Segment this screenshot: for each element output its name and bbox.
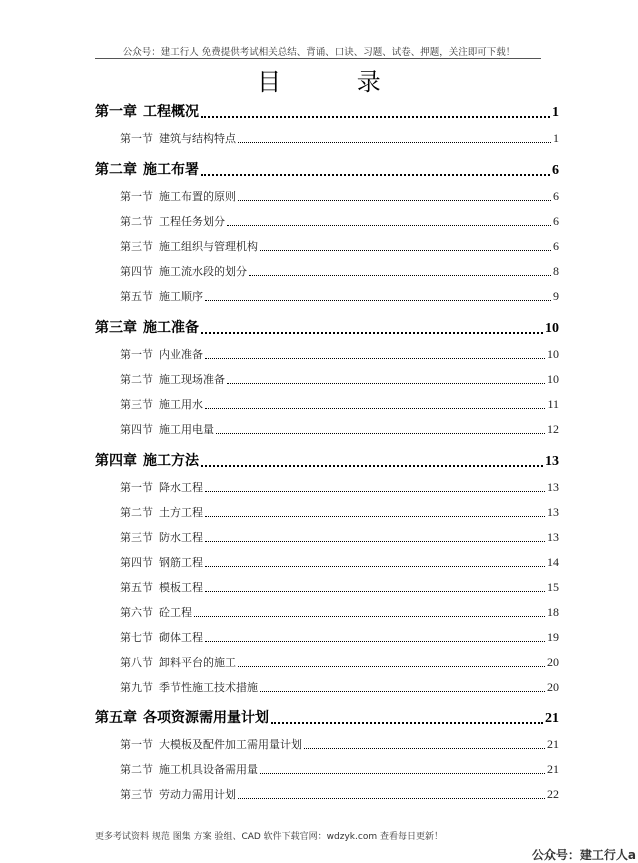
dot-leader bbox=[249, 274, 551, 276]
dot-leader bbox=[227, 382, 545, 384]
section-number: 第一节 bbox=[120, 481, 153, 494]
section-number: 第二节 bbox=[120, 373, 153, 386]
dot-leader bbox=[271, 721, 543, 724]
section-page-number: 6 bbox=[553, 189, 559, 203]
dot-leader bbox=[194, 615, 545, 617]
section-number: 第一节 bbox=[120, 738, 153, 751]
toc-section-row[interactable] bbox=[120, 238, 559, 254]
dot-leader bbox=[205, 407, 545, 409]
section-page-number: 9 bbox=[553, 289, 559, 303]
chapter-number: 第三章 bbox=[95, 320, 137, 336]
section-number: 第一节 bbox=[120, 190, 153, 203]
chapter-page-number: 6 bbox=[552, 163, 559, 178]
section-number: 第一节 bbox=[120, 132, 153, 145]
dot-leader bbox=[205, 357, 545, 359]
toc-section-row[interactable] bbox=[120, 421, 559, 437]
dot-leader bbox=[216, 432, 545, 434]
toc-section-row[interactable] bbox=[120, 554, 559, 570]
section-number: 第二节 bbox=[120, 763, 153, 776]
header-note: 公众号：建工行人 免费提供考试相关总结、背诵、口诀、习题、试卷、押题，关注即可下载！ bbox=[122, 47, 516, 58]
section-title: 季节性施工技术措施 bbox=[159, 681, 258, 694]
dot-leader bbox=[201, 464, 543, 467]
toc-chapter-row[interactable] bbox=[95, 707, 559, 727]
section-page-number: 19 bbox=[547, 630, 559, 644]
dot-leader bbox=[260, 690, 545, 692]
chapter-page-number: 21 bbox=[545, 711, 559, 726]
section-title: 工程任务划分 bbox=[159, 215, 225, 228]
section-number: 第一节 bbox=[120, 348, 153, 361]
dot-leader bbox=[205, 540, 545, 542]
dot-leader bbox=[201, 115, 550, 118]
section-title: 施工布置的原则 bbox=[159, 190, 236, 203]
toc-chapter-row[interactable] bbox=[95, 450, 559, 470]
toc-chapter-row[interactable] bbox=[95, 101, 559, 121]
section-page-number: 11 bbox=[547, 397, 559, 411]
section-title: 施工用水 bbox=[159, 398, 203, 411]
toc-section-row[interactable] bbox=[120, 188, 559, 204]
toc-section-row[interactable] bbox=[120, 604, 559, 620]
toc-section-row[interactable] bbox=[120, 371, 559, 387]
chapter-page-number: 10 bbox=[545, 321, 559, 336]
section-page-number: 15 bbox=[547, 580, 559, 594]
section-title: 模板工程 bbox=[159, 581, 203, 594]
toc-section-row[interactable] bbox=[120, 786, 559, 802]
section-title: 降水工程 bbox=[159, 481, 203, 494]
toc-section-row[interactable] bbox=[120, 346, 559, 362]
toc-section-row[interactable] bbox=[120, 529, 559, 545]
section-page-number: 10 bbox=[547, 372, 559, 386]
section-title: 钢筋工程 bbox=[159, 556, 203, 569]
toc-section-row[interactable] bbox=[120, 654, 559, 670]
section-title: 内业准备 bbox=[159, 348, 203, 361]
section-title: 卸料平台的施工 bbox=[159, 656, 236, 669]
section-title: 劳动力需用计划 bbox=[159, 788, 236, 801]
section-page-number: 13 bbox=[547, 480, 559, 494]
section-number: 第五节 bbox=[120, 290, 153, 303]
section-page-number: 20 bbox=[547, 680, 559, 694]
toc-section-row[interactable] bbox=[120, 579, 559, 595]
section-number: 第三节 bbox=[120, 531, 153, 544]
dot-leader bbox=[238, 199, 551, 201]
chapter-number: 第一章 bbox=[95, 104, 137, 120]
toc-section-row[interactable] bbox=[120, 679, 559, 695]
section-page-number: 14 bbox=[547, 555, 559, 569]
dot-leader bbox=[238, 797, 545, 799]
toc-section-row[interactable] bbox=[120, 288, 559, 304]
section-number: 第三节 bbox=[120, 788, 153, 801]
toc-section-row[interactable] bbox=[120, 479, 559, 495]
section-page-number: 1 bbox=[553, 131, 559, 145]
dot-leader bbox=[201, 173, 550, 176]
section-page-number: 6 bbox=[553, 214, 559, 228]
section-number: 第五节 bbox=[120, 581, 153, 594]
section-page-number: 10 bbox=[547, 347, 559, 361]
toc-title: 目 录 bbox=[257, 68, 415, 96]
section-title: 建筑与结构特点 bbox=[159, 132, 236, 145]
chapter-title: 各项资源需用量计划 bbox=[143, 710, 269, 726]
dot-leader bbox=[205, 299, 551, 301]
section-title: 施工组织与管理机构 bbox=[159, 240, 258, 253]
section-page-number: 18 bbox=[547, 605, 559, 619]
section-number: 第八节 bbox=[120, 656, 153, 669]
dot-leader bbox=[205, 565, 545, 567]
header-divider bbox=[95, 58, 541, 59]
chapter-title: 工程概况 bbox=[143, 104, 199, 120]
chapter-number: 第二章 bbox=[95, 162, 137, 178]
chapter-title: 施工布署 bbox=[143, 162, 199, 178]
section-page-number: 20 bbox=[547, 655, 559, 669]
dot-leader bbox=[227, 224, 551, 226]
dot-leader bbox=[205, 640, 545, 642]
section-number: 第四节 bbox=[120, 265, 153, 278]
toc-section-row[interactable] bbox=[120, 130, 559, 146]
footer-brand: 公众号：建工行人a bbox=[531, 848, 636, 862]
section-number: 第二节 bbox=[120, 215, 153, 228]
section-page-number: 22 bbox=[547, 787, 559, 801]
section-title: 施工现场准备 bbox=[159, 373, 225, 386]
chapter-page-number: 13 bbox=[545, 454, 559, 469]
dot-leader bbox=[238, 141, 551, 143]
footer-note: 更多考试资料 规范 图集 方案 验组、CAD 软件下载官网：wdzyk.com 查看每日更新！ bbox=[95, 832, 443, 842]
section-number: 第四节 bbox=[120, 556, 153, 569]
section-page-number: 8 bbox=[553, 264, 559, 278]
toc-section-row[interactable] bbox=[120, 263, 559, 279]
dot-leader bbox=[260, 772, 545, 774]
section-page-number: 13 bbox=[547, 530, 559, 544]
section-page-number: 21 bbox=[547, 762, 559, 776]
section-number: 第三节 bbox=[120, 240, 153, 253]
section-title: 施工用电量 bbox=[159, 423, 214, 436]
toc-section-row[interactable] bbox=[120, 629, 559, 645]
dot-leader bbox=[304, 747, 545, 749]
toc-section-row[interactable] bbox=[120, 213, 559, 229]
section-number: 第九节 bbox=[120, 681, 153, 694]
section-number: 第六节 bbox=[120, 606, 153, 619]
chapter-title: 施工准备 bbox=[143, 320, 199, 336]
chapter-title: 施工方法 bbox=[143, 453, 199, 469]
section-number: 第三节 bbox=[120, 398, 153, 411]
section-page-number: 21 bbox=[547, 737, 559, 751]
section-title: 土方工程 bbox=[159, 506, 203, 519]
chapter-number: 第四章 bbox=[95, 453, 137, 469]
section-title: 施工机具设备需用量 bbox=[159, 763, 258, 776]
section-title: 砼工程 bbox=[159, 606, 192, 619]
toc-section-row[interactable] bbox=[120, 396, 559, 412]
dot-leader bbox=[238, 665, 545, 667]
toc-section-row[interactable] bbox=[120, 736, 559, 752]
section-title: 砌体工程 bbox=[159, 631, 203, 644]
section-title: 防水工程 bbox=[159, 531, 203, 544]
section-number: 第二节 bbox=[120, 506, 153, 519]
section-page-number: 6 bbox=[553, 239, 559, 253]
chapter-number: 第五章 bbox=[95, 710, 137, 726]
toc-section-row[interactable] bbox=[120, 504, 559, 520]
section-title: 大模板及配件加工需用量计划 bbox=[159, 738, 302, 751]
dot-leader bbox=[205, 590, 545, 592]
toc-section-row[interactable] bbox=[120, 761, 559, 777]
toc-chapter-row[interactable] bbox=[95, 317, 559, 337]
section-title: 施工流水段的划分 bbox=[159, 265, 247, 278]
section-page-number: 13 bbox=[547, 505, 559, 519]
dot-leader bbox=[205, 490, 545, 492]
dot-leader bbox=[201, 331, 543, 334]
toc-chapter-row[interactable] bbox=[95, 159, 559, 179]
dot-leader bbox=[260, 249, 551, 251]
section-number: 第四节 bbox=[120, 423, 153, 436]
chapter-page-number: 1 bbox=[552, 105, 559, 120]
section-number: 第七节 bbox=[120, 631, 153, 644]
section-title: 施工顺序 bbox=[159, 290, 203, 303]
section-page-number: 12 bbox=[547, 422, 559, 436]
dot-leader bbox=[205, 515, 545, 517]
